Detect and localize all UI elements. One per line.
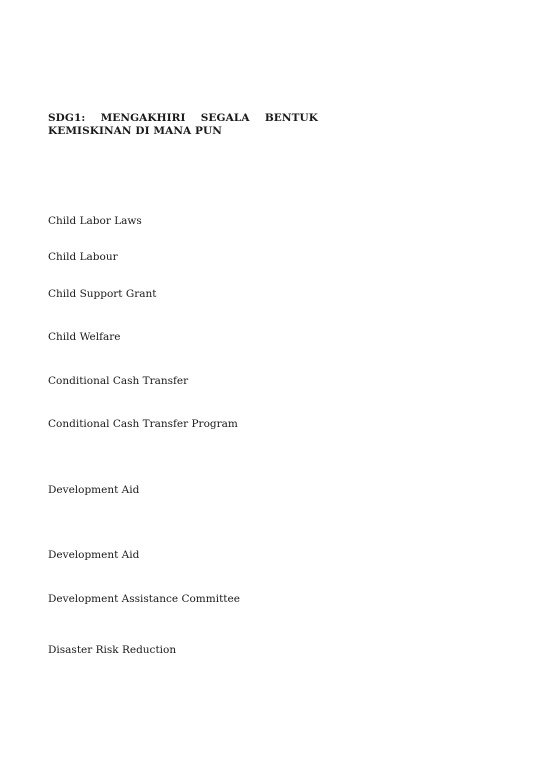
term-item: Conditional Cash Transfer <box>48 375 189 387</box>
heading-word: BENTUK <box>264 112 318 124</box>
term-item: Child Welfare <box>48 331 121 343</box>
heading-word: MENGAKHIRI <box>100 112 186 124</box>
heading-line-1 <box>48 112 318 125</box>
term-item: Development Aid <box>48 549 140 561</box>
heading-word: SEGALA <box>200 112 250 124</box>
term-item: Disaster Risk Reduction <box>48 644 177 656</box>
section-heading <box>48 112 318 138</box>
term-item: Conditional Cash Transfer Program <box>48 418 238 430</box>
term-item: Development Assistance Committee <box>48 593 240 605</box>
heading-line-2: KEMISKINAN DI MANA PUN <box>48 125 222 137</box>
heading-word: SDG1: <box>48 112 86 124</box>
term-item: Development Aid <box>48 484 140 496</box>
term-item: Child Support Grant <box>48 288 157 300</box>
term-item: Child Labour <box>48 251 118 263</box>
term-item: Child Labor Laws <box>48 215 142 227</box>
